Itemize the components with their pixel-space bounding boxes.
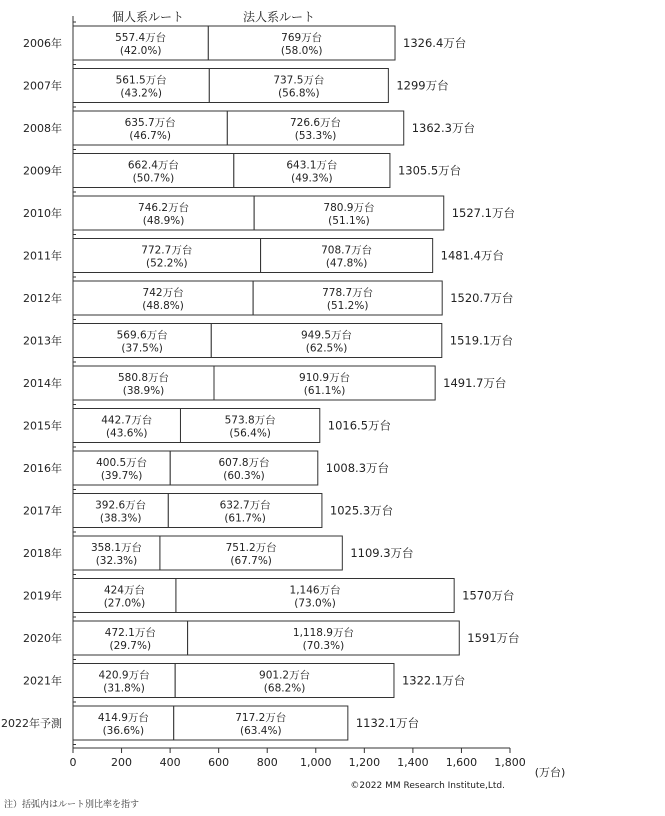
data-label-personal-value: 746.2万台 [138, 202, 190, 214]
footnote: 注）括弧内はルート別比率を指す [4, 800, 140, 810]
category-label: 2012年 [23, 292, 62, 305]
data-label-corporate-value: 778.7万台 [322, 287, 374, 299]
data-label-personal-share: (52.2%) [146, 257, 188, 270]
category-label: 2008年 [23, 122, 62, 135]
category-label: 2010年 [23, 207, 62, 220]
data-label-corporate-value: 910.9万台 [299, 372, 351, 384]
data-label-total: 1481.4万台 [440, 248, 504, 263]
data-label-personal-value: 442.7万台 [101, 414, 153, 427]
data-label-corporate-share: (51.2%) [326, 300, 369, 312]
data-label-corporate-value: 717.2万台 [235, 712, 287, 724]
legend-personal-route: 個人系ルート [111, 10, 185, 24]
data-label-personal-share: (43.6%) [105, 427, 148, 440]
data-label-total: 1025.3万台 [329, 503, 394, 518]
x-tick-label: 1,200 [348, 756, 381, 769]
data-label-personal-share: (48.8%) [142, 300, 184, 312]
legend-corporate-route: 法人系ルート [242, 10, 316, 24]
data-label-personal-value: 358.1万台 [90, 542, 143, 554]
data-label-total: 1519.1万台 [449, 333, 514, 348]
data-label-personal-share: (39.7%) [100, 470, 143, 482]
data-label-personal-value: 635.7万台 [124, 117, 176, 129]
data-label-corporate-share: (70.3%) [302, 640, 345, 652]
copyright: ©2022 MM Research Institute,Ltd. [350, 781, 505, 791]
data-label-personal-value: 424万台 [103, 584, 145, 597]
data-label-personal-value: 414.9万台 [97, 712, 149, 724]
data-label-corporate-share: (61.1%) [303, 385, 346, 397]
data-label-total: 1362.3万台 [411, 121, 475, 135]
data-label-corporate-value: 1,118.9万台 [292, 627, 354, 639]
data-label-personal-value: 662.4万台 [127, 159, 179, 172]
data-label-total: 1305.5万台 [397, 163, 462, 178]
data-label-corporate-value: 726.6万台 [290, 117, 342, 129]
data-label-corporate-value: 949.5万台 [301, 329, 353, 342]
data-label-personal-value: 580.8万台 [117, 372, 170, 384]
data-label-corporate-share: (63.4%) [240, 725, 282, 737]
data-label-corporate-share: (56.4%) [229, 427, 271, 440]
category-label: 2015年 [23, 419, 62, 433]
data-label-total: 1570万台 [462, 588, 515, 603]
x-tick-label: 1,400 [397, 756, 429, 769]
data-label-personal-share: (46.7%) [129, 130, 171, 142]
data-label-corporate-share: (62.5%) [305, 342, 348, 355]
data-label-corporate-value: 737.5万台 [273, 74, 325, 87]
data-label-corporate-value: 607.8万台 [218, 457, 270, 469]
data-label-corporate-share: (68.2%) [263, 682, 306, 695]
data-label-personal-share: (42.0%) [119, 45, 162, 57]
data-label-total: 1109.3万台 [350, 546, 414, 560]
data-label-corporate-share: (73.0%) [294, 597, 336, 610]
x-tick-label: 1,800 [494, 756, 526, 769]
data-label-total: 1299万台 [396, 78, 449, 93]
data-label-personal-share: (31.8%) [103, 682, 145, 695]
x-tick-label: 200 [111, 756, 133, 769]
data-label-corporate-share: (53.3%) [294, 130, 337, 142]
data-label-personal-share: (37.5%) [121, 342, 163, 355]
data-label-personal-share: (36.6%) [102, 725, 145, 737]
data-label-personal-share: (27.0%) [103, 597, 146, 610]
data-label-personal-value: 392.6万台 [95, 499, 147, 512]
data-label-corporate-value: 901.2万台 [259, 669, 311, 682]
data-label-total: 1008.3万台 [325, 461, 390, 475]
data-label-personal-share: (29.7%) [109, 640, 152, 652]
x-tick-label: 600 [208, 756, 230, 769]
data-label-personal-value: 742万台 [142, 287, 184, 299]
x-tick-label: 1,600 [445, 756, 478, 769]
x-tick-label: 400 [159, 756, 181, 769]
data-label-total: 1527.1万台 [451, 206, 515, 220]
data-label-total: 1322.1万台 [401, 673, 466, 688]
data-label-corporate-share: (67.7%) [230, 555, 272, 567]
data-label-personal-share: (43.2%) [120, 87, 162, 100]
category-label: 2021年 [23, 674, 62, 688]
category-label: 2007年 [23, 79, 62, 93]
data-label-total: 1326.4万台 [403, 36, 467, 50]
data-label-total: 1491.7万台 [443, 376, 507, 390]
data-label-personal-value: 400.5万台 [96, 457, 148, 469]
category-label: 2017年 [23, 504, 62, 518]
category-label: 2018年 [23, 547, 62, 560]
data-label-corporate-value: 769万台 [281, 32, 323, 44]
data-label-corporate-value: 708.7万台 [321, 244, 373, 257]
category-label: 2016年 [23, 462, 62, 475]
category-label: 2006年 [23, 37, 62, 50]
x-tick-label: 1,000 [300, 756, 332, 769]
category-label: 2009年 [23, 164, 62, 178]
data-label-total: 1591万台 [467, 631, 520, 645]
data-label-personal-share: (32.3%) [95, 555, 138, 567]
data-label-personal-share: (50.7%) [132, 172, 175, 185]
x-tick-label: 0 [69, 756, 77, 769]
data-label-corporate-value: 1,146万台 [289, 584, 341, 597]
data-label-personal-value: 557.4万台 [115, 32, 167, 44]
category-label: 2020年 [23, 632, 62, 645]
data-label-personal-share: (38.9%) [122, 385, 165, 397]
data-label-personal-value: 472.1万台 [104, 627, 156, 639]
data-label-corporate-value: 780.9万台 [323, 202, 375, 214]
data-label-corporate-share: (47.8%) [325, 257, 368, 270]
x-tick-label: 800 [256, 756, 278, 769]
data-label-corporate-share: (51.1%) [328, 215, 370, 227]
data-label-corporate-value: 573.8万台 [224, 414, 276, 427]
data-label-corporate-value: 643.1万台 [286, 159, 338, 172]
category-label: 2014年 [23, 377, 62, 390]
category-label: 2011年 [23, 249, 62, 263]
data-label-total: 1016.5万台 [327, 418, 392, 433]
category-label: 2013年 [23, 334, 62, 348]
data-label-corporate-share: (49.3%) [291, 172, 333, 185]
x-axis-unit: (万台) [534, 766, 566, 779]
category-label: 2019年 [23, 589, 62, 603]
data-label-personal-value: 772.7万台 [141, 244, 193, 257]
data-label-total: 1132.1万台 [355, 716, 420, 730]
data-label-personal-share: (48.9%) [142, 215, 185, 227]
data-label-personal-value: 561.5万台 [115, 74, 167, 87]
data-label-corporate-value: 632.7万台 [219, 499, 271, 512]
data-label-personal-share: (38.3%) [99, 512, 142, 525]
data-label-corporate-share: (58.0%) [280, 45, 323, 57]
data-label-corporate-share: (60.3%) [223, 470, 265, 482]
data-label-total: 1520.7万台 [450, 291, 514, 305]
data-label-personal-value: 420.9万台 [98, 669, 150, 682]
data-label-corporate-value: 751.2万台 [225, 542, 277, 554]
data-label-corporate-share: (56.8%) [278, 87, 320, 100]
data-label-corporate-share: (61.7%) [224, 512, 266, 525]
category-label: 2022年予測 [1, 717, 62, 730]
data-label-personal-value: 569.6万台 [116, 329, 168, 342]
